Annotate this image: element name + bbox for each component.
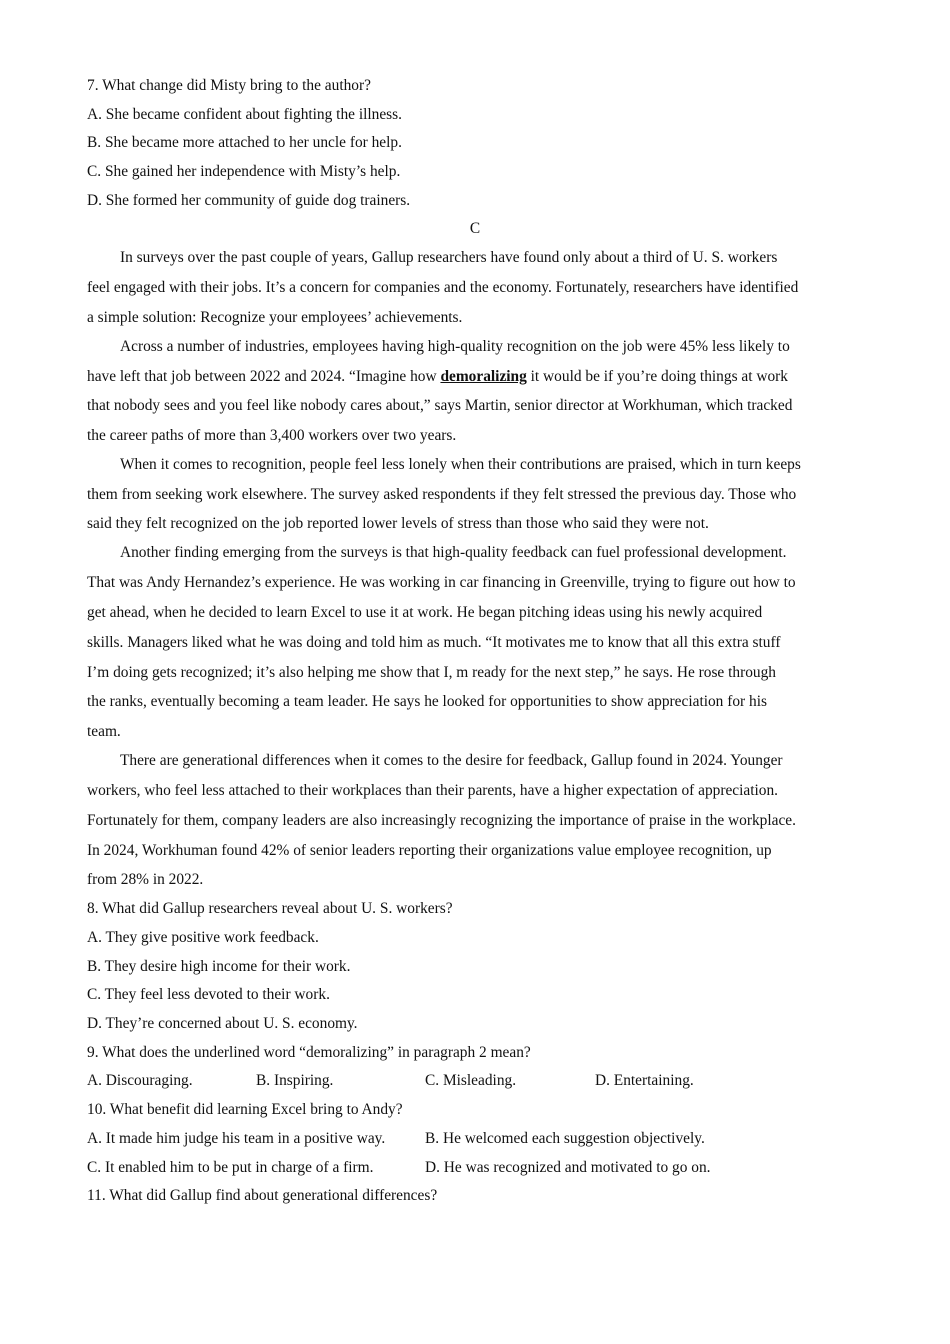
- text-segment: have left that job between 2022 and 2024. “Imagine how: [87, 368, 441, 385]
- paragraph-line: from 28% in 2022.: [87, 871, 204, 888]
- q7-option-c: C. She gained her independence with Misty’s help.: [87, 163, 401, 180]
- paragraph-line: that nobody sees and you feel like nobody cares about,” says Martin, senior director at Workhuman, which tracked: [87, 397, 793, 414]
- paragraph-line: Fortunately for them, company leaders are also increasingly recognizing the importance of praise in the workplace.: [87, 812, 796, 829]
- section-label: C: [469, 220, 481, 237]
- q7-question: 7. What change did Misty bring to the author?: [87, 77, 371, 94]
- paragraph-line: workers, who feel less attached to their workplaces than their parents, have a higher expectation of appreciation.: [87, 782, 779, 799]
- q8-question: 8. What did Gallup researchers reveal about U. S. workers?: [87, 900, 453, 917]
- q10-option-b: B. He welcomed each suggestion objectively.: [425, 1130, 705, 1147]
- q10-option-a: A. It made him judge his team in a positive way.: [87, 1130, 386, 1147]
- q8-option-c: C. They feel less devoted to their work.: [87, 986, 330, 1003]
- q9-option-b: B. Inspiring.: [256, 1072, 334, 1089]
- paragraph-line: a simple solution: Recognize your employees’ achievements.: [87, 309, 463, 326]
- q10-option-d: D. He was recognized and motivated to go on.: [425, 1159, 711, 1176]
- paragraph-line: get ahead, when he decided to learn Excel to use it at work. He began pitching ideas using his newly acquired: [87, 604, 763, 621]
- text-segment: it would be if you’re doing things at work: [526, 368, 788, 385]
- paragraph-line: That was Andy Hernandez’s experience. He was working in car financing in Greenville, trying to figure out how to: [87, 574, 796, 591]
- paragraph-line: them from seeking work elsewhere. The survey asked respondents if they felt stressed the previous day. Those who: [87, 486, 797, 503]
- paragraph-line: I’m doing gets recognized; it’s also helping me show that I, m ready for the next step,” he says. He rose through: [87, 664, 776, 681]
- paragraph-line-with-underline: [87, 367, 788, 387]
- q8-option-d: D. They’re concerned about U. S. economy.: [87, 1015, 358, 1032]
- paragraph-line: said they felt recognized on the job reported lower levels of stress than those who said they were not.: [87, 515, 709, 532]
- paragraph-line: feel engaged with their jobs. It’s a concern for companies and the economy. Fortunately, researchers have identified: [87, 279, 799, 296]
- paragraph-line: team.: [87, 723, 121, 740]
- paragraph-line: There are generational differences when it comes to the desire for feedback, Gallup found in 2024. Younger: [120, 752, 783, 769]
- paragraph-line: Across a number of industries, employees having high-quality recognition on the job were 45% less likely to: [120, 338, 790, 355]
- paragraph-line: Another finding emerging from the surveys is that high-quality feedback can fuel professional development.: [120, 544, 787, 561]
- paragraph-line: When it comes to recognition, people feel less lonely when their contributions are praised, which in turn keeps: [120, 456, 801, 473]
- q9-option-c: C. Misleading.: [425, 1072, 517, 1089]
- q11-question: 11. What did Gallup find about generational differences?: [87, 1187, 438, 1204]
- q9-question: 9. What does the underlined word “demoralizing” in paragraph 2 mean?: [87, 1044, 531, 1061]
- q9-option-a: A. Discouraging.: [87, 1072, 193, 1089]
- paragraph-line: In 2024, Workhuman found 42% of senior leaders reporting their organizations value employee recognition, up: [87, 842, 772, 859]
- paragraph-line: the ranks, eventually becoming a team leader. He says he looked for opportunities to show appreciation for his: [87, 693, 767, 710]
- q7-option-d: D. She formed her community of guide dog trainers.: [87, 192, 411, 209]
- q7-option-a: A. She became confident about fighting the illness.: [87, 106, 403, 123]
- q8-option-a: A. They give positive work feedback.: [87, 929, 319, 946]
- q9-option-d: D. Entertaining.: [595, 1072, 694, 1089]
- underlined-word: demoralizing: [440, 368, 527, 385]
- paragraph-line: skills. Managers liked what he was doing and told him as much. “It motivates me to know that all this extra stuff: [87, 634, 781, 651]
- q8-option-b: B. They desire high income for their work.: [87, 958, 351, 975]
- q10-option-c: C. It enabled him to be put in charge of a firm.: [87, 1159, 374, 1176]
- q10-question: 10. What benefit did learning Excel bring to Andy?: [87, 1101, 403, 1118]
- q7-option-b: B. She became more attached to her uncle for help.: [87, 134, 402, 151]
- paragraph-line: the career paths of more than 3,400 workers over two years.: [87, 427, 457, 444]
- paragraph-line: In surveys over the past couple of years, Gallup researchers have found only about a third of U. S. workers: [120, 249, 778, 266]
